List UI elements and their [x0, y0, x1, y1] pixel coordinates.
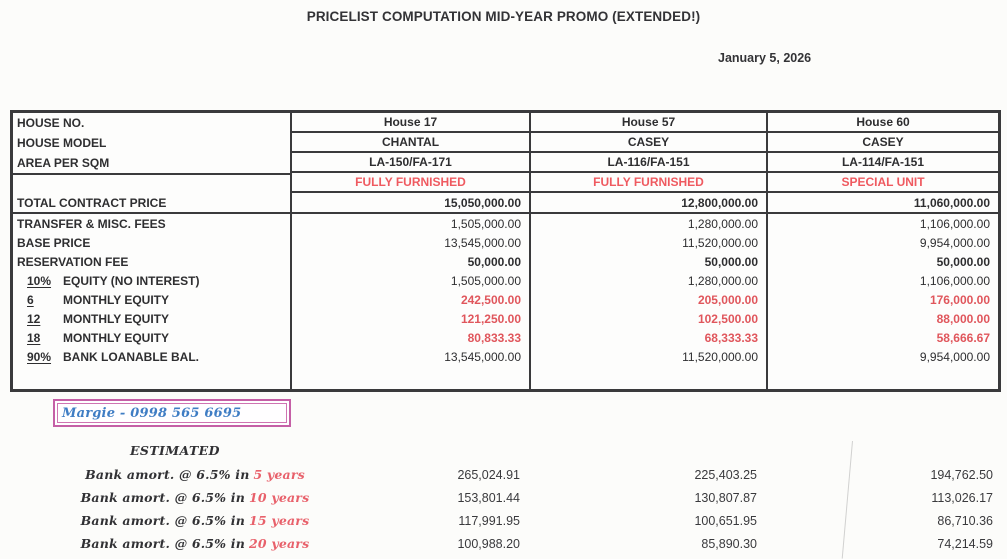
- agent-contact-box: [53, 399, 291, 427]
- row-label: 10% EQUITY (NO INTEREST): [27, 273, 200, 288]
- price-cell: 205,000.00: [529, 290, 766, 309]
- price-cell: 58,666.67: [766, 328, 998, 347]
- amort-value: 113,026.17: [931, 490, 993, 505]
- price-cell: 12,800,000.00: [529, 193, 766, 214]
- price-cell: 11,060,000.00: [766, 193, 998, 214]
- house-17-cell: House 17: [290, 113, 529, 133]
- unit-status-cell: SPECIAL UNIT: [766, 173, 998, 193]
- price-cell: 121,250.00: [290, 309, 529, 328]
- price-cell: 50,000.00: [529, 252, 766, 271]
- amort-value: 86,710.36: [937, 513, 993, 528]
- price-cell: 50,000.00: [766, 252, 998, 271]
- table-row-6-monthly-equity: [13, 290, 998, 309]
- table-row-18-monthly-equity: [13, 328, 998, 347]
- months-count: 6: [27, 292, 34, 307]
- amort-term: 10 years: [249, 490, 310, 505]
- price-cell: 1,505,000.00: [290, 271, 529, 290]
- amort-term: 15 years: [249, 513, 310, 528]
- amort-label: Bank amort. @ 6.5% in 10 years: [80, 490, 310, 505]
- table-row-empty: [13, 366, 998, 389]
- amort-value: 100,651.95: [694, 513, 757, 528]
- price-cell: 11,520,000.00: [529, 347, 766, 366]
- model-cell: CASEY: [766, 133, 998, 153]
- row-label: TOTAL CONTRACT PRICE: [13, 193, 290, 214]
- table-row-reservation-fee: [13, 252, 998, 271]
- price-cell: 80,833.33: [290, 328, 529, 347]
- amort-term: 5 years: [253, 467, 305, 482]
- row-label: 6 MONTHLY EQUITY: [27, 292, 170, 307]
- price-cell: 15,050,000.00: [290, 193, 529, 214]
- price-cell: 68,333.33: [529, 328, 766, 347]
- amort-value: 225,403.25: [694, 467, 757, 482]
- row-label: RESERVATION FEE: [17, 254, 129, 269]
- price-cell: 1,280,000.00: [529, 214, 766, 233]
- row-label: AREA PER SQM: [17, 156, 110, 170]
- amort-value: 194,762.50: [930, 467, 993, 482]
- pricelist-table: [10, 110, 1001, 392]
- page-title: PRICELIST COMPUTATION MID-YEAR PROMO (EXTENDED!): [306, 9, 701, 24]
- row-label: [13, 173, 290, 193]
- price-cell: 176,000.00: [766, 290, 998, 309]
- table-row-base-price: [13, 233, 998, 252]
- amort-value: 153,801.44: [457, 490, 520, 505]
- table-row-bank-loanable-bal: [13, 347, 998, 366]
- row-label: BASE PRICE: [17, 235, 91, 250]
- agent-contact-text: Margie - 0998 565 6695: [62, 405, 242, 421]
- row-label: HOUSE NO.: [17, 116, 85, 130]
- row-label: 18 MONTHLY EQUITY: [27, 330, 170, 345]
- price-cell: 50,000.00: [290, 252, 529, 271]
- price-cell: 1,280,000.00: [529, 271, 766, 290]
- row-label: 12 MONTHLY EQUITY: [27, 311, 170, 326]
- model-cell: CASEY: [529, 133, 766, 153]
- unit-status-cell: FULLY FURNISHED: [529, 173, 766, 193]
- loan-percent: 90%: [27, 349, 52, 364]
- amort-value: 85,890.30: [701, 536, 757, 551]
- months-count: 18: [27, 330, 41, 345]
- area-cell: LA-116/FA-151: [529, 153, 766, 173]
- table-row-unit-status: [13, 173, 998, 193]
- row-label: TRANSFER & MISC. FEES: [17, 216, 166, 231]
- table-row-house-model: [13, 133, 998, 153]
- estimated-heading: ESTIMATED: [130, 443, 220, 458]
- amort-row-5-years: [10, 463, 993, 486]
- amort-label: Bank amort. @ 6.5% in 20 years: [80, 536, 310, 551]
- amort-value: 74,214.59: [937, 536, 993, 551]
- amort-label: Bank amort. @ 6.5% in 15 years: [80, 513, 310, 528]
- house-60-cell: House 60: [766, 113, 998, 133]
- area-cell: LA-114/FA-151: [766, 153, 998, 173]
- amort-label: Bank amort. @ 6.5% in 5 years: [85, 467, 305, 482]
- table-row-12-monthly-equity: [13, 309, 998, 328]
- table-row-transfer-misc-fees: [13, 214, 998, 233]
- estimated-section: [10, 443, 993, 555]
- price-cell: 13,545,000.00: [290, 233, 529, 252]
- table-row-10pct-equity: [13, 271, 998, 290]
- date-label: January 5, 2026: [718, 51, 812, 65]
- amort-value: 130,807.87: [694, 490, 757, 505]
- price-cell: 102,500.00: [529, 309, 766, 328]
- price-cell: 13,545,000.00: [290, 347, 529, 366]
- price-cell: 1,106,000.00: [766, 214, 998, 233]
- amort-value: 117,991.95: [458, 513, 520, 528]
- price-cell: 1,505,000.00: [290, 214, 529, 233]
- price-cell: 242,500.00: [290, 290, 529, 309]
- table-row-house-no: [13, 113, 998, 133]
- price-cell: 1,106,000.00: [766, 271, 998, 290]
- row-label: HOUSE MODEL: [17, 136, 107, 150]
- price-cell: 88,000.00: [766, 309, 998, 328]
- table-row-area-per-sqm: [13, 153, 998, 173]
- row-label: 90% BANK LOANABLE BAL.: [27, 349, 199, 364]
- amort-row-20-years: [10, 532, 993, 555]
- amort-value: 100,988.20: [457, 536, 520, 551]
- amort-term: 20 years: [249, 536, 310, 551]
- model-cell: CHANTAL: [290, 133, 529, 153]
- price-cell: 9,954,000.00: [766, 233, 998, 252]
- price-cell: 9,954,000.00: [766, 347, 998, 366]
- area-cell: LA-150/FA-171: [290, 153, 529, 173]
- amort-value: 265,024.91: [457, 467, 520, 482]
- house-57-cell: House 57: [529, 113, 766, 133]
- equity-percent: 10%: [27, 273, 52, 288]
- price-cell: 11,520,000.00: [529, 233, 766, 252]
- table-row-total-contract-price: [13, 193, 998, 214]
- months-count: 12: [27, 311, 41, 326]
- unit-status-cell: FULLY FURNISHED: [290, 173, 529, 193]
